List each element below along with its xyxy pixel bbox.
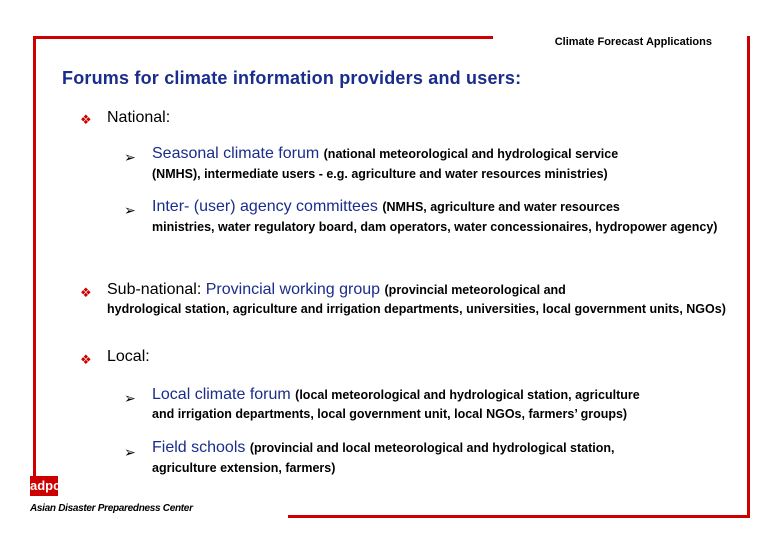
arrow-bullet-icon: ➢ — [124, 444, 136, 460]
local-label: Local: — [107, 348, 150, 365]
field-schools-lead: Field schools — [152, 439, 246, 456]
local-forum-line — [152, 386, 640, 404]
provincial-group-lead: Provincial working group — [205, 281, 381, 298]
frame-top-line — [33, 36, 493, 39]
header-label: Climate Forecast Applications — [554, 36, 712, 48]
field-schools-detail-1: (provincial and local meteorological and hydrological station, — [249, 441, 615, 455]
seasonal-forum-detail-2: (NMHS), intermediate users - e.g. agriculture and water resources ministries) — [152, 167, 608, 181]
arrow-bullet-icon: ➢ — [124, 202, 136, 218]
field-schools-line — [152, 439, 614, 457]
agency-committees-lead: Inter- (user) agency committees — [152, 198, 378, 215]
seasonal-forum-detail-1: (national meteorological and hydrological service — [323, 147, 619, 161]
provincial-group-detail-1: (provincial meteorological and — [384, 283, 566, 297]
provincial-group-detail-2: hydrological station, agriculture and irrigation departments, universities, local government units, NGOs) — [107, 302, 726, 316]
diamond-bullet-icon: ❖ — [80, 352, 92, 367]
arrow-bullet-icon: ➢ — [124, 149, 136, 165]
frame-left-line — [33, 36, 36, 476]
local-forum-lead: Local climate forum — [152, 386, 291, 403]
slide-title: Forums for climate information providers and users: — [62, 68, 522, 88]
frame-right-line — [747, 36, 750, 516]
seasonal-forum-line — [152, 145, 618, 163]
agency-committees-detail-1: (NMHS, agriculture and water resources — [382, 200, 620, 214]
adpc-logo: adpc — [30, 476, 58, 496]
agency-committees-detail-2: ministries, water regulatory board, dam operators, water concessionaires, hydropower agency) — [152, 220, 718, 234]
arrow-bullet-icon: ➢ — [124, 390, 136, 406]
diamond-bullet-icon: ❖ — [80, 112, 92, 127]
adpc-name: Asian Disaster Preparedness Center — [30, 503, 193, 514]
frame-bottom-line — [288, 515, 750, 518]
subnational-line — [107, 281, 566, 299]
diamond-bullet-icon: ❖ — [80, 285, 92, 300]
agency-committees-line — [152, 198, 620, 216]
seasonal-forum-lead: Seasonal climate forum — [152, 145, 320, 162]
field-schools-detail-2: agriculture extension, farmers) — [152, 461, 336, 475]
national-label: National: — [107, 109, 171, 126]
local-forum-detail-2: and irrigation departments, local government unit, local NGOs, farmers’ groups) — [152, 407, 628, 421]
local-forum-detail-1: (local meteorological and hydrological station, agriculture — [295, 388, 640, 402]
subnational-label: Sub-national: — [107, 281, 202, 298]
